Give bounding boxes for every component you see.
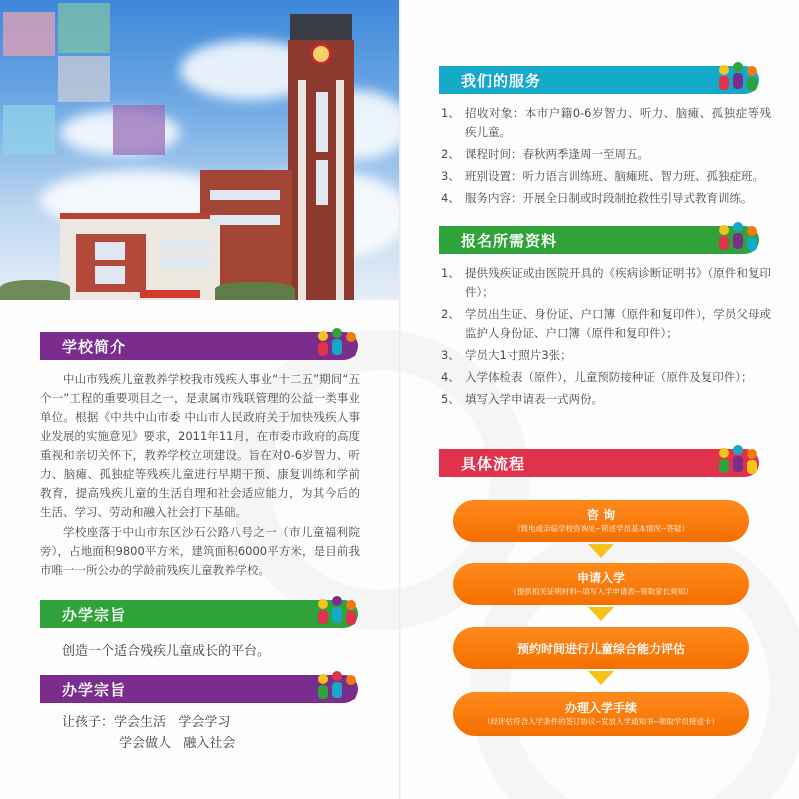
step-title: 办理入学手续 bbox=[564, 701, 637, 715]
list-item: 3、 学员大1寸照片3张； bbox=[441, 348, 572, 362]
kids-logo-icon bbox=[715, 60, 761, 98]
intro-heading: 学校简介 bbox=[62, 338, 127, 356]
process-step-consult bbox=[453, 500, 749, 542]
purpose2-line-1: 让孩子：学会生活 学会学习 bbox=[62, 715, 231, 730]
process-step-apply bbox=[453, 563, 749, 605]
step-detail: （致电或亲临学校咨询处--简述学员基本情况--答疑） bbox=[513, 524, 689, 533]
purpose-heading: 办学宗旨 bbox=[62, 606, 127, 624]
step-title: 申请入学 bbox=[576, 571, 625, 585]
services-list bbox=[441, 104, 771, 211]
left-panel bbox=[0, 0, 399, 799]
purpose-heading-bar bbox=[40, 600, 358, 628]
purpose-text: 创造一个适合残疾儿童成长的平台。 bbox=[62, 644, 271, 659]
materials-heading: 报名所需资料 bbox=[461, 232, 558, 250]
decor-tile bbox=[58, 56, 110, 102]
kids-logo-icon bbox=[314, 669, 360, 707]
arrow-down-icon bbox=[588, 544, 614, 558]
right-panel bbox=[401, 0, 799, 799]
decor-tile bbox=[3, 12, 55, 56]
services-heading: 我们的服务 bbox=[461, 72, 542, 90]
intro-paragraph-1: 中山市残疾儿童教养学校我市残疾人事业“十二五”期间“五个一”工程的重要项目之一，是隶属市残联管理的公益一类事业单位。根据《中共中山市委 中山市人民政府关于加快残疾人事业发展的实施意见》要求，2011年11月，在市委市政府的高度重视和亲切关怀下，教养学校立项建设。旨在对0-6岁智力、听力、脑瘫、孤独症等残疾儿童进行早期干预、康复训练和学前教育，提高残疾儿童的生活自理和社会适应能力，为其今后的生活、学习、劳动和融入社会打下基础。 bbox=[40, 372, 360, 519]
step-title: 咨 询 bbox=[586, 508, 616, 522]
list-item: 4、 服务内容：开展全日制或时段制抢救性引导式教育训练。 bbox=[441, 191, 753, 205]
decor-tile bbox=[58, 3, 110, 53]
process-heading: 具体流程 bbox=[461, 455, 526, 473]
list-item: 4、 入学体检表（原件），儿童预防接种证（原件及复印件）； bbox=[441, 370, 753, 384]
step-detail: （提供相关证明材料--填写入学申请表--领取家长须知） bbox=[509, 587, 693, 596]
kids-logo-icon bbox=[715, 220, 761, 258]
intro-paragraph-2: 学校座落于中山市东区沙石公路八号之一（市儿童福利院旁），占地面积9800平方米，建筑面积6000平方米，是目前我市唯一一所公办的学龄前残疾儿童教养学校。 bbox=[40, 525, 360, 577]
kids-logo-icon bbox=[715, 443, 761, 481]
list-item: 2、 课程时间：春秋两季逢周一至周五。 bbox=[441, 147, 649, 161]
materials-heading-bar bbox=[439, 226, 759, 254]
school-emblem bbox=[310, 43, 332, 65]
school-building-photo bbox=[0, 0, 399, 300]
list-item: 5、 填写入学申请表一式两份。 bbox=[441, 392, 603, 406]
purpose2-heading: 办学宗旨 bbox=[62, 681, 127, 699]
decor-tile bbox=[113, 105, 165, 155]
list-item: 3、 班别设置：听力语言训练班、脑瘫班、智力班、孤独症班。 bbox=[441, 169, 764, 183]
arrow-down-icon bbox=[588, 607, 614, 621]
purpose2-heading-bar bbox=[40, 675, 358, 703]
kids-logo-icon bbox=[314, 594, 360, 632]
materials-list bbox=[441, 264, 771, 412]
intro-heading-bar bbox=[40, 332, 358, 360]
decor-tile bbox=[3, 105, 55, 155]
process-step-assessment bbox=[453, 627, 749, 669]
services-heading-bar bbox=[439, 66, 759, 94]
list-item: 2、 学员出生证、身份证、户口簿（原件和复印件），学员父母或监护人身份证、户口簿（原件和复印件）； bbox=[441, 307, 771, 340]
arrow-down-icon bbox=[588, 671, 614, 685]
kids-logo-icon bbox=[314, 326, 360, 364]
process-step-enrollment bbox=[453, 692, 749, 736]
purpose2-line-2: 学会做人 融入社会 bbox=[119, 736, 236, 751]
list-item: 1、 招收对象：本市户籍0-6岁智力、听力、脑瘫、孤独症等残疾儿童。 bbox=[441, 106, 771, 139]
process-heading-bar bbox=[439, 449, 759, 477]
list-item: 1、 提供残疾证或由医院开具的《疾病诊断证明书》（原件和复印件）； bbox=[441, 266, 771, 299]
step-detail: （经评估符合入学条件的签订协议--发放入学通知书--领取学员接送卡） bbox=[483, 717, 719, 726]
step-title: 预约时间进行儿童综合能力评估 bbox=[516, 642, 685, 656]
